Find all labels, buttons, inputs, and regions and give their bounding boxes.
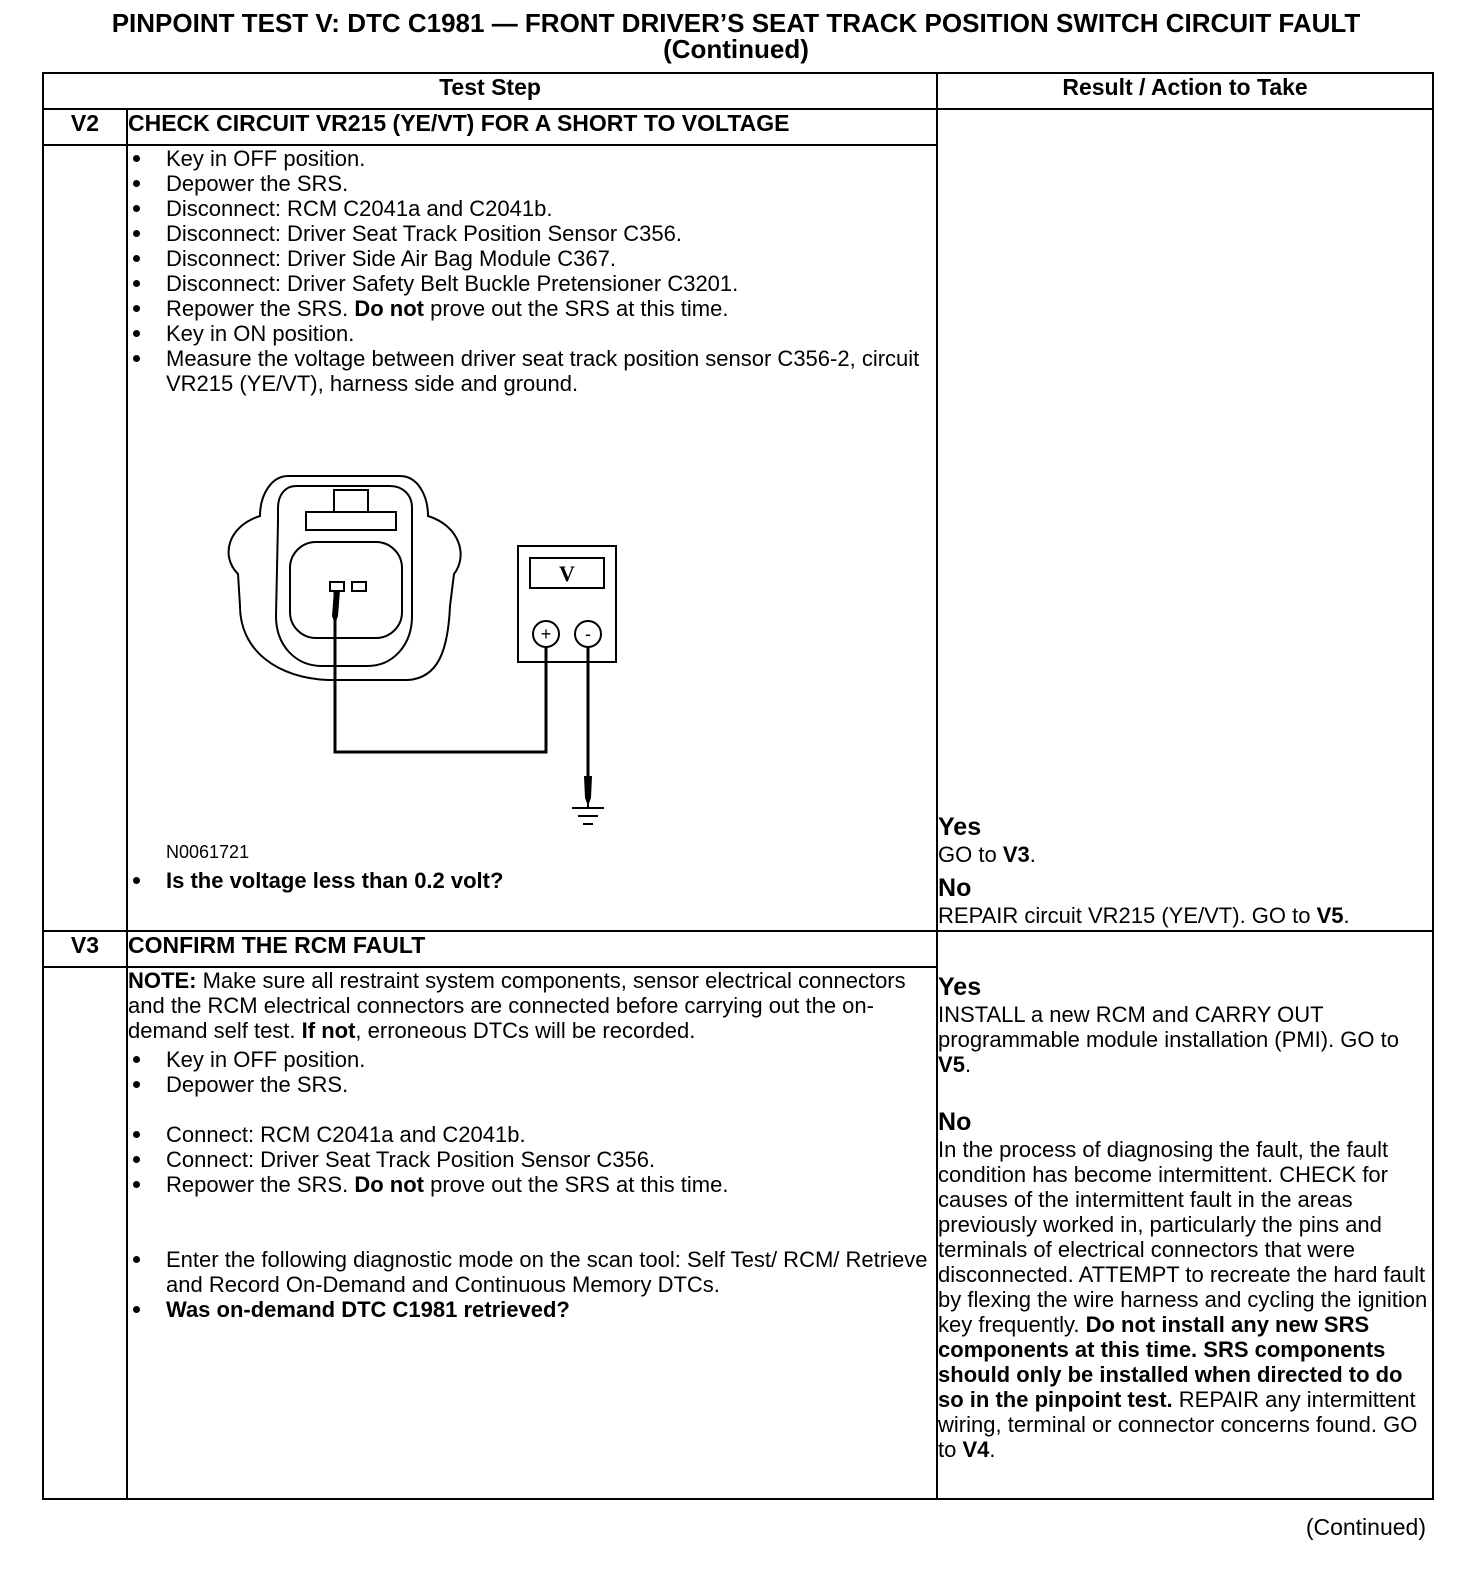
v3-step-id: V3	[43, 931, 127, 967]
page-title	[0, 10, 1472, 62]
v2-body-cell	[127, 145, 937, 931]
v2-spacer-cell	[43, 145, 127, 931]
list-item: Connect: RCM C2041a and C2041b.	[166, 1122, 936, 1147]
list-item: Repower the SRS. Do not prove out the SRS at this time.	[166, 296, 936, 321]
title-line-2: (Continued)	[663, 34, 809, 64]
pinpoint-test-table	[42, 72, 1434, 1500]
list-item: Connect: Driver Seat Track Position Sensor C356.	[166, 1147, 936, 1172]
connector-voltmeter-illustration	[128, 396, 928, 838]
connector-latch-bar	[306, 512, 396, 530]
v2-question: Is the voltage less than 0.2 volt?	[166, 868, 936, 893]
list-item: Depower the SRS.	[166, 1072, 936, 1097]
v2-step-id: V2	[43, 109, 127, 145]
v3-result-cell	[937, 931, 1433, 1499]
positive-lead	[335, 590, 546, 752]
v3-step-title: CONFIRM THE RCM FAULT	[127, 931, 937, 967]
v3-no-label: No	[938, 1108, 972, 1136]
v2-question-list	[128, 868, 936, 893]
list-item: Key in ON position.	[166, 321, 936, 346]
list-item: Depower the SRS.	[166, 171, 936, 196]
v3-step-list-b	[128, 1122, 936, 1197]
list-item: Key in OFF position.	[166, 146, 936, 171]
connector-face	[290, 542, 402, 638]
list-item: Disconnect: Driver Seat Track Position Sensor C356.	[166, 221, 936, 246]
connector-latch	[334, 490, 368, 512]
v3-spacer-cell	[43, 967, 127, 1499]
list-item: Enter the following diagnostic mode on the scan tool: Self Test/ RCM/ Retrieve and Record On-Demand and Continuous Memory DTCs.	[166, 1247, 936, 1297]
probe-tip	[332, 590, 340, 624]
voltmeter-label: V	[559, 561, 575, 587]
v3-question: Was on-demand DTC C1981 retrieved?	[166, 1297, 936, 1322]
v3-note: NOTE: Make sure all restraint system components, sensor electrical connectors and the RCM electrical connectors are connected before carrying out the on-demand self test. If not, erroneous DTCs will be recorded.	[128, 968, 906, 1043]
v2-title-row	[43, 109, 1433, 145]
connector-housing-outer	[229, 476, 461, 680]
v3-yes-action: INSTALL a new RCM and CARRY OUT programmable module installation (PMI). GO to V5.	[938, 1002, 1399, 1077]
table-header-row	[43, 73, 1433, 109]
v2-yes-label: Yes	[938, 813, 982, 841]
v2-result-cell	[937, 109, 1433, 931]
list-item: Measure the voltage between driver seat track position sensor C356-2, circuit VR215 (YE/VT), harness side and ground.	[166, 346, 936, 396]
v3-body-cell	[127, 967, 937, 1499]
list-item: Disconnect: Driver Safety Belt Buckle Pretensioner C3201.	[166, 271, 936, 296]
continued-label: (Continued)	[1305, 1514, 1426, 1540]
figure-code: N0061721	[166, 842, 250, 863]
list-item: Key in OFF position.	[166, 1047, 936, 1072]
v3-step-list-c	[128, 1247, 936, 1322]
v2-step-title: CHECK CIRCUIT VR215 (YE/VT) FOR A SHORT TO VOLTAGE	[127, 109, 937, 145]
connector-pin-1	[330, 582, 344, 591]
voltage-measurement-diagram	[128, 396, 936, 863]
list-item: Disconnect: Driver Side Air Bag Module C367.	[166, 246, 936, 271]
header-result-action: Result / Action to Take	[937, 73, 1433, 109]
v3-no-action: In the process of diagnosing the fault, the fault condition has become intermittent. CHECK for causes of the intermittent fault in the areas previously worked in, particularly the pins and terminals of electrical connectors that were disconnected. ATTEMPT to recreate the hard fault by flexing the wire harness and cycling the ignition key frequently. Do not install any new SRS components at this time. SRS components should only be installed when directed to do so in the pinpoint test. REPAIR any intermittent wiring, terminal or connector concerns found. GO to V4.	[938, 1137, 1428, 1462]
minus-sign: -	[585, 624, 591, 645]
list-item: Repower the SRS. Do not prove out the SRS at this time.	[166, 1172, 936, 1197]
v3-title-row	[43, 931, 1433, 967]
plus-sign: +	[540, 624, 552, 645]
v3-step-list-a	[128, 1047, 936, 1097]
v2-step-list	[128, 146, 936, 396]
v3-yes-label: Yes	[938, 973, 982, 1001]
connector-pin-2	[352, 582, 366, 591]
v2-no-action: REPAIR circuit VR215 (YE/VT). GO to V5.	[938, 903, 1350, 928]
title-line-1: PINPOINT TEST V: DTC C1981 — FRONT DRIVER’S SEAT TRACK POSITION SWITCH CIRCUIT FAULT	[111, 8, 1361, 38]
v2-yes-action: GO to V3.	[938, 842, 1036, 867]
list-item: Disconnect: RCM C2041a and C2041b.	[166, 196, 936, 221]
header-test-step: Test Step	[43, 73, 937, 109]
v2-no-label: No	[938, 874, 972, 902]
